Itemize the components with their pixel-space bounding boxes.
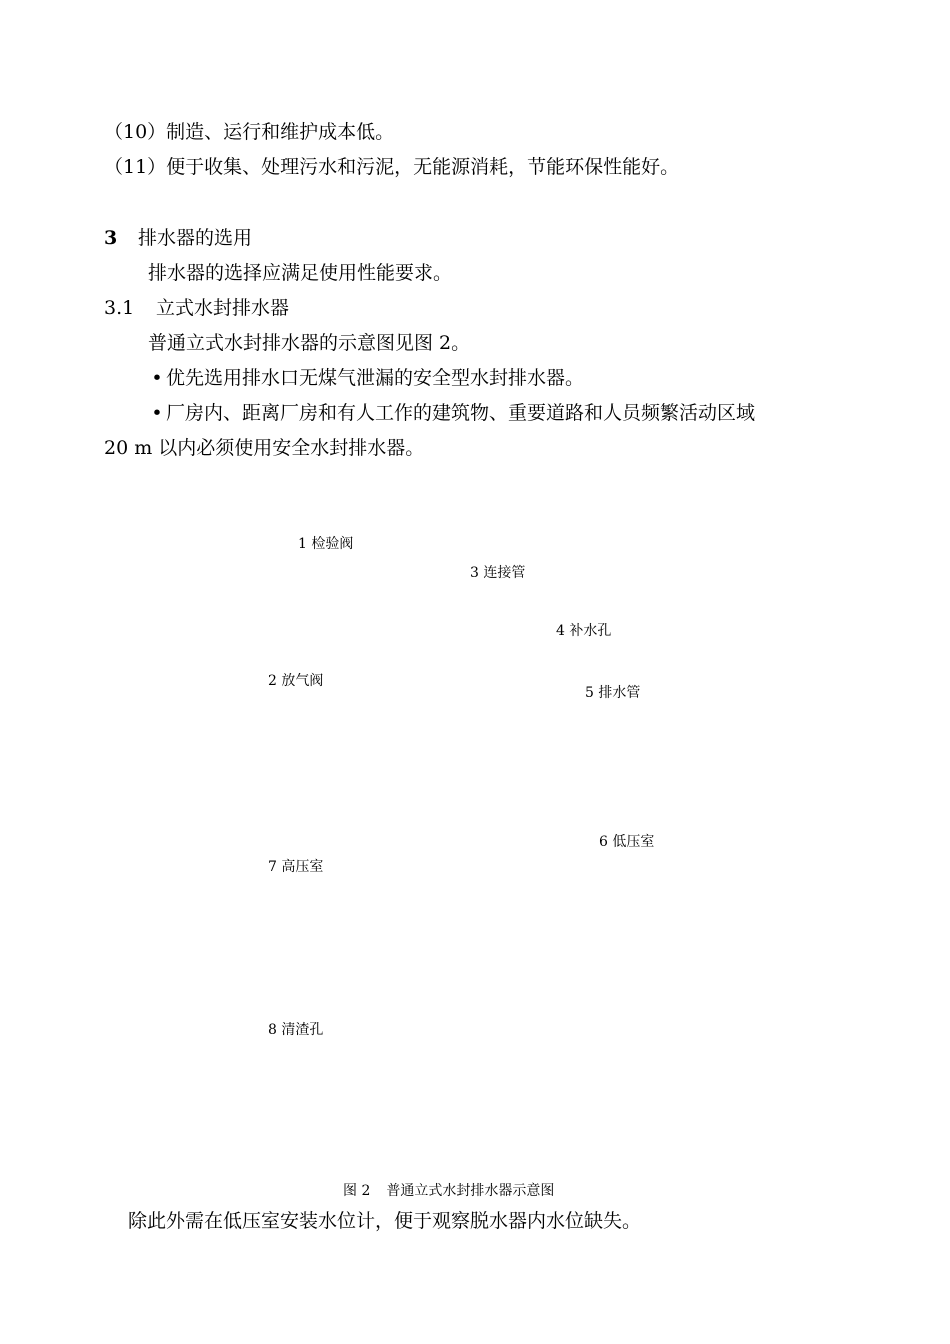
bullet-item-2: [148, 401, 755, 425]
figure-label-connecting-pipe: 3 连接管: [470, 565, 526, 581]
section-3-title: 排水器的选用: [138, 227, 253, 249]
closing-paragraph: 除此外需在低压室安装水位计，便于观察脱水器内水位缺失。: [128, 1210, 642, 1232]
figure-label-slag-cleaning-hole: 8 清渣孔: [268, 1022, 324, 1038]
figure-label-low-pressure-chamber: 6 低压室: [599, 834, 655, 850]
figure-label-inspection-valve: 1 检验阀: [298, 536, 354, 552]
section-3-1-number: 3.1: [104, 297, 135, 319]
section-3-1-title: 立式水封排水器: [156, 297, 290, 319]
bullet-symbol: •: [151, 367, 163, 389]
figure-caption-number: 图 2: [343, 1183, 371, 1199]
section-3-intro: 排水器的选择应满足使用性能要求。: [148, 262, 453, 284]
bullet-item-1: [148, 366, 584, 390]
bullet-item-2-continuation: 20 m 以内必须使用安全水封排水器。: [104, 437, 425, 459]
figure-caption: [343, 1182, 554, 1200]
section-3-1-intro: 普通立式水封排水器的示意图见图 2。: [148, 332, 471, 354]
figure-label-high-pressure-chamber: 7 高压室: [268, 859, 324, 875]
bullet-item-1-text: 优先选用排水口无煤气泄漏的安全型水封排水器。: [166, 367, 585, 389]
figure-label-vent-valve: 2 放气阀: [268, 673, 324, 689]
figure-caption-text: 普通立式水封排水器示意图: [386, 1183, 555, 1199]
section-3-heading: [104, 226, 252, 250]
list-item-11: （11）便于收集、处理污水和污泥，无能源消耗，节能环保性能好。: [104, 156, 680, 178]
section-3-number: 3: [104, 227, 118, 249]
bullet-symbol: •: [151, 402, 163, 424]
bullet-item-2-text: 厂房内、距离厂房和有人工作的建筑物、重要道路和人员频繁活动区域: [166, 402, 756, 424]
list-item-10: （10）制造、运行和维护成本低。: [104, 121, 395, 143]
section-3-1-heading: [104, 296, 289, 320]
figure-label-drain-pipe: 5 排水管: [585, 685, 641, 701]
figure-label-refill-hole: 4 补水孔: [556, 623, 612, 639]
